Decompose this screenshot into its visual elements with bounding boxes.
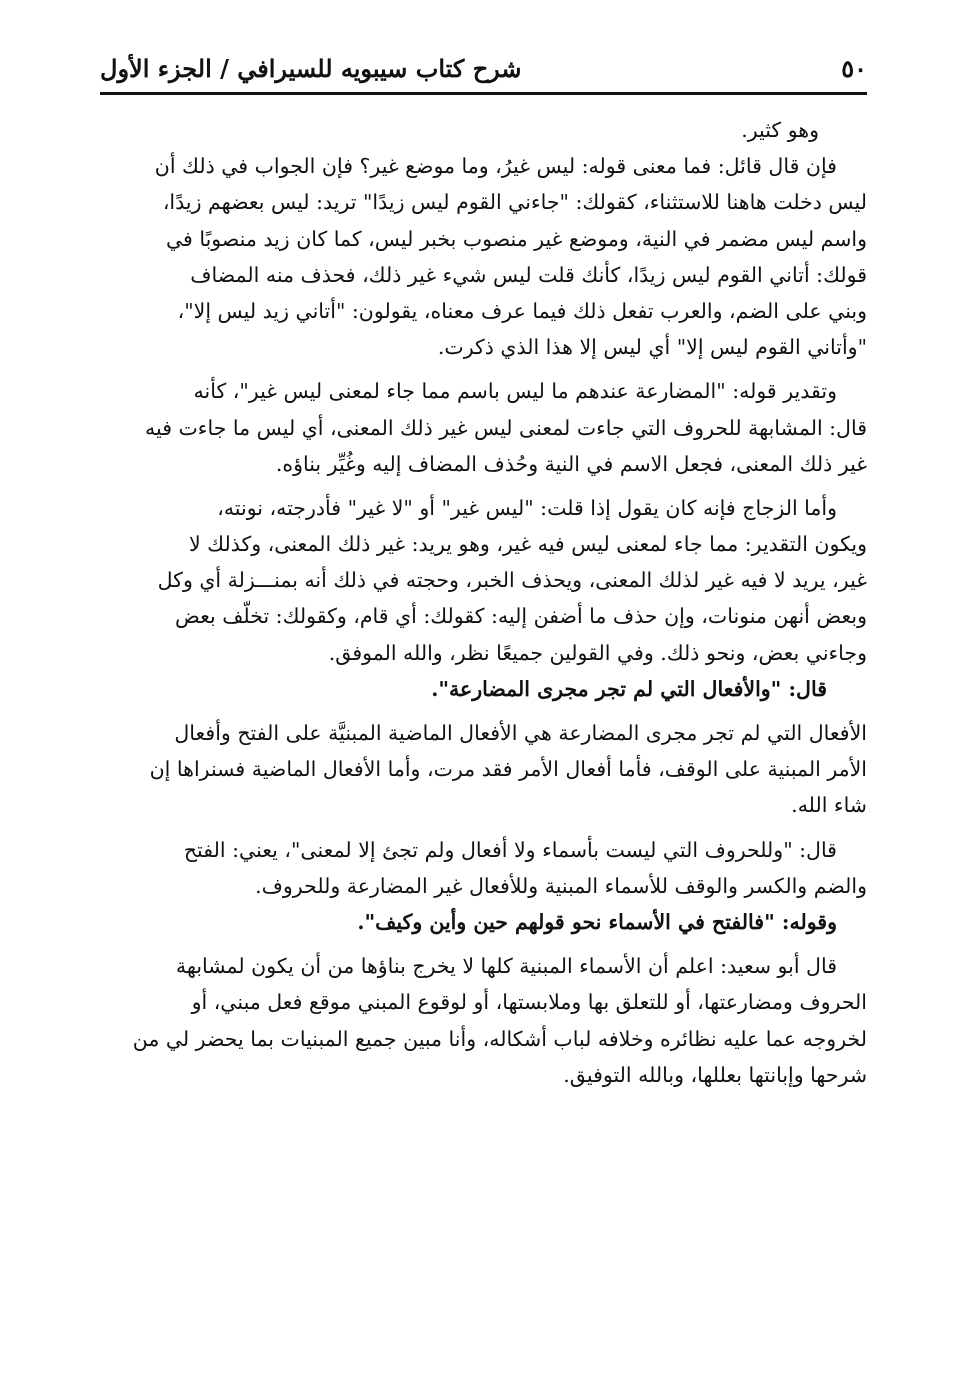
text-line: ليس دخلت هاهنا للاستثناء، كقولك: "جاءني القوم ليس زيدًا" تريد: ليس بعضهم زيدًا، <box>162 190 867 215</box>
text-line: الأفعال التي لم تجر مجرى المضارعة هي الأفعال الماضية المبنيَّة على الفتح وأفعال <box>174 721 867 745</box>
text-line: شرحها وإبانتها بعللها، وبالله التوفيق. <box>563 1062 867 1087</box>
text-line: وأما الزجاج فإنه كان يقول إذا قلت: "ليس غير" أو "لا غير" فأدرجته، نونته، <box>217 495 837 520</box>
text-line: وبني على الضم، والعرب تفعل ذلك فيما عرف معناه، يقولون: "أتاني زيد ليس إلا"، <box>177 298 867 323</box>
text-line: غير، يريد لا فيه غير لذلك المعنى، ويحذف الخبر، وحجته في ذلك أنه بمنـــزلة أي وكل <box>157 568 867 593</box>
text-line: الأمر المبنية على الوقف، فأما أفعال الأمر فقد مرت، وأما الأفعال الماضية فسنراها إن <box>149 757 867 782</box>
text-line: وجاءني بعض، ونحو ذلك. وفي القولين جميعًا نظر، والله الموفق. <box>328 640 867 665</box>
page-number: ٥٠ <box>841 54 867 83</box>
text-line: قولك: أتاني القوم ليس زيدًا، كأنك قلت ليس شيء غير ذلك، فحذف منه المضاف <box>190 262 867 287</box>
text-line: لخروجه عما عليه نظائره وخلافه لباب أشكاله، وأنا مبين جميع المبنيات بما يحضر لي من <box>132 1026 867 1051</box>
text-line: والضم والكسر والوقف للأسماء المبنية وللأفعال غير المضارعة وللحروف. <box>255 873 867 898</box>
text-line: قال: المشابهة للحروف التي جاءت لمعنى ليس غير ذلك المعنى، أي ليس ما جاءت فيه <box>145 415 867 440</box>
text-line: فإن قال قائل: فما معنى قوله: ليس غيرُ، وما موضع غير؟ فإن الجواب في ذلك أن <box>154 154 837 179</box>
text-line: قال: "والأفعال التي لم تجر مجرى المضارعة". <box>431 676 827 701</box>
text-line: قال: "وللحروف التي ليست بأسماء ولا أفعال ولم تجئ إلا لمعنى"، يعني: الفتح <box>183 837 837 862</box>
text-line: واسم ليس مضمر في النية، وموضع غير منصوب بخبر ليس، كما كان زيد منصوبًا في <box>165 226 867 251</box>
text-line: وهو كثير. <box>741 118 819 142</box>
running-title: شرح كتاب سيبويه للسيرافي / الجزء الأول <box>100 54 522 83</box>
text-line: قال أبو سعيد: اعلم أن الأسماء المبنية كلها لا يخرج بناؤها من أن يكون لمشابهة <box>175 954 837 979</box>
text-line: "وأتاني القوم ليس إلا" أي ليس إلا هذا الذي ذكرت. <box>437 335 867 360</box>
text-line: غير ذلك المعنى، فجعل الاسم في النية وحُذف المضاف إليه وغُيِّر بناؤه. <box>275 451 867 476</box>
page-header <box>100 40 867 95</box>
text-line: وقوله: "فالفتح في الأسماء نحو قولهم حين وأين وكيف". <box>357 909 837 934</box>
text-line: شاء الله. <box>791 793 867 818</box>
text-line: وتقدير قوله: "المضارعة عندهم ما ليس باسم مما جاء لمعنى ليس غير"، كأنه <box>193 379 837 404</box>
text-line: وبعض أنهن منونات، وإن حذف ما أضفن إليه: كقولك: أي قام، وكقولك: تخلّف بعض <box>174 604 867 629</box>
text-line: ويكون التقدير: مما جاء لمعنى ليس فيه غير، وهو يريد: غير ذلك المعنى، وكذلك لا <box>188 532 867 557</box>
page-body <box>106 112 867 1093</box>
text-line: الحروف ومضارعتها، أو للتعلق بها وملابستها، أو لوقوع المبني موقع فعل مبني، أو <box>191 990 867 1015</box>
